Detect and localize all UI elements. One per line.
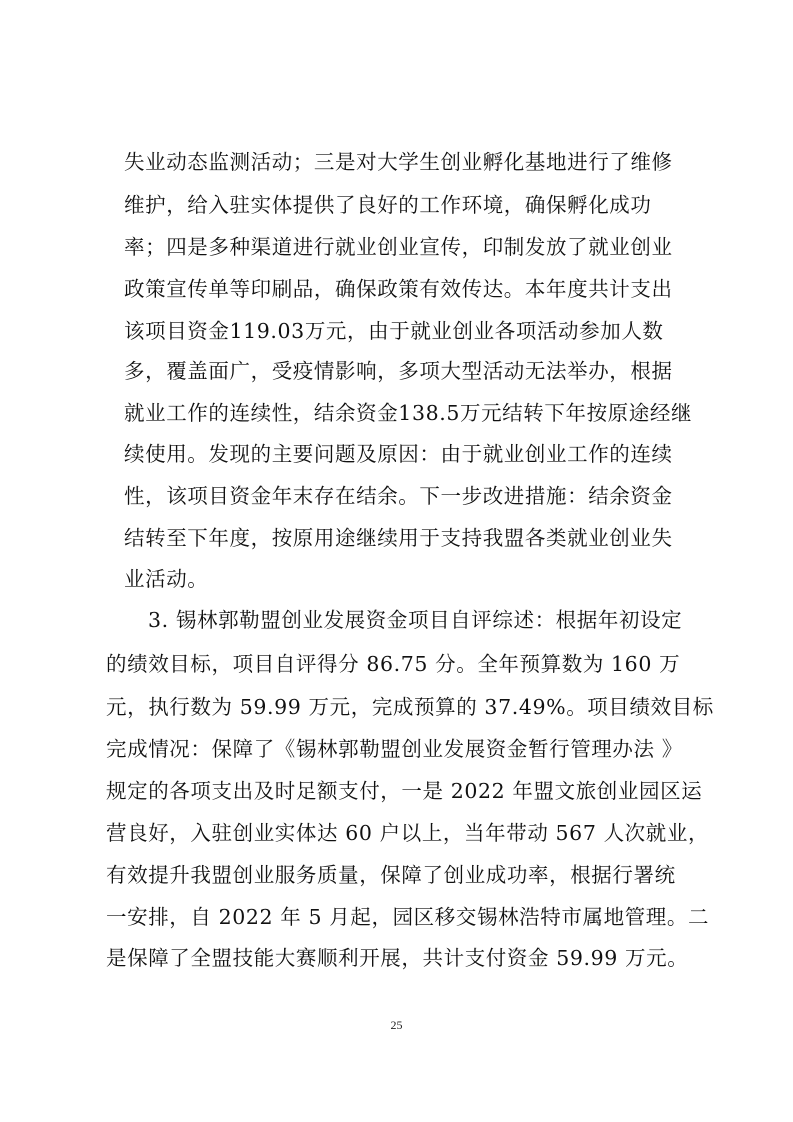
- paragraph-1-line: 业活动。: [124, 567, 209, 591]
- paragraph-2-line: 元，执行数为 59.99 万元，完成预算的 37.49%。项目绩效目标: [106, 695, 714, 719]
- paragraph-2-line: 营良好，入驻创业实体达 60 户以上，当年带动 567 人次就业，: [106, 821, 710, 845]
- paragraph-1-line: 多，覆盖面广，受疫情影响，多项大型活动无法举办，根据: [124, 359, 673, 383]
- paragraph-1-line: 率；四是多种渠道进行就业创业宣传，印制发放了就业创业: [124, 235, 673, 259]
- paragraph-1-line: 该项目资金119.03万元，由于就业创业各项活动参加人数: [124, 319, 664, 343]
- paragraph-2-line: 一安排，自 2022 年 5 月起，园区移交锡林浩特市属地管理。二: [106, 905, 710, 929]
- paragraph-2-line: 的绩效目标，项目自评得分 86.75 分。全年预算数为 160 万: [106, 652, 681, 676]
- paragraph-2-line: 完成情况：保障了《锡林郭勒盟创业发展资金暂行管理办法 》: [106, 737, 683, 761]
- paragraph-1-line: 失业动态监测活动；三是对大学生创业孵化基地进行了维修: [124, 150, 673, 174]
- paragraph-1-line: 就业工作的连续性，结余资金138.5万元结转下年按原途经继: [124, 401, 693, 425]
- paragraph-2-line: 有效提升我盟创业服务质量，保障了创业成功率，根据行署统: [106, 863, 676, 887]
- page-number: 25: [390, 1018, 403, 1032]
- paragraph-1-line: 续使用。发现的主要问题及原因：由于就业创业工作的连续: [124, 442, 673, 466]
- paragraph-2-line: 规定的各项支出及时足额支付，一是 2022 年盟文旅创业园区运: [106, 779, 703, 803]
- paragraph-2-line: 是保障了全盟技能大赛顺利开展，共计支付资金 59.99 万元。: [106, 946, 689, 970]
- paragraph-1-line: 结转至下年度，按原用途继续用于支持我盟各类就业创业失: [124, 526, 673, 550]
- paragraph-2-line: 3. 锡林郭勒盟创业发展资金项目自评综述：根据年初设定: [148, 608, 683, 632]
- paragraph-1-line: 维护，给入驻实体提供了良好的工作环境，确保孵化成功: [124, 193, 652, 217]
- paragraph-1-line: 政策宣传单等印刷品，确保政策有效传达。本年度共计支出: [124, 277, 673, 301]
- paragraph-1-line: 性，该项目资金年末存在结余。下一步改进措施：结余资金: [124, 484, 673, 508]
